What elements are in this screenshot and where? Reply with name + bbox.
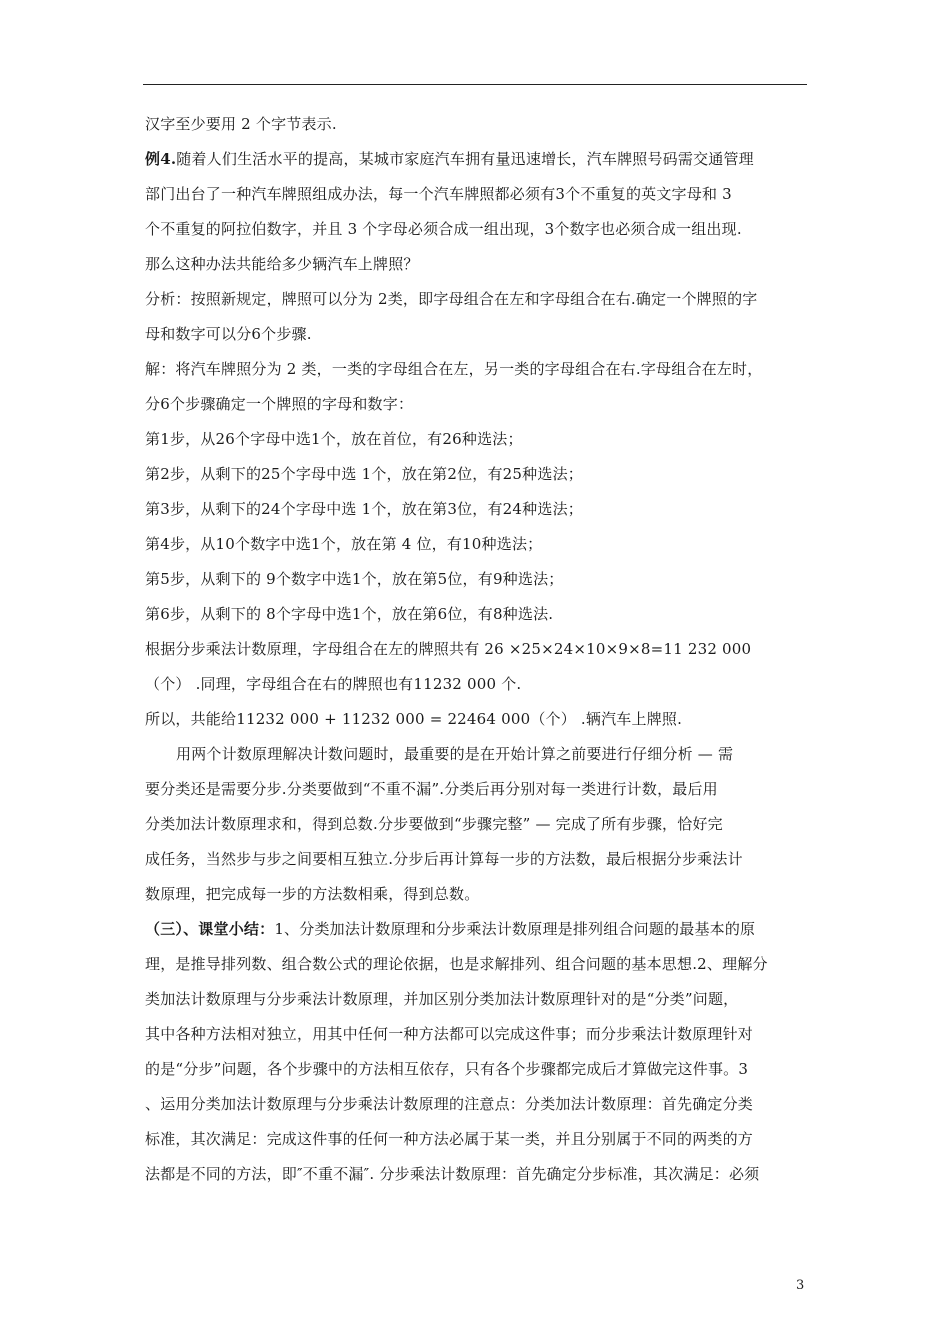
line-text: 1、分类加法计数原理和分步乘法计数原理是排列组合问题的最基本的原 xyxy=(274,920,756,938)
text-line xyxy=(145,673,807,695)
text-line xyxy=(145,113,807,135)
line-text: 第5步，从剩下的 9个数字中选1个，放在第5位，有9种选法； xyxy=(145,570,564,588)
line-text: 那么这种办法共能给多少辆汽车上牌照？ xyxy=(145,255,419,273)
text-line xyxy=(145,1093,807,1115)
line-text: 分析：按照新规定，牌照可以分为 2类，即字母组合在左和字母组合在右.确定一个牌照的字 xyxy=(145,290,758,308)
text-line xyxy=(145,533,807,555)
text-line xyxy=(145,358,807,380)
text-line xyxy=(145,253,807,275)
line-text: （个） .同理，字母组合在右的牌照也有11232 000 个. xyxy=(145,675,522,693)
line-text: 第1步，从26个字母中选1个，放在首位，有26种选法； xyxy=(145,430,523,448)
line-text: 标准，其次满足：完成这件事的任何一种方法必属于某一类，并且分别属于不同的两类的方 xyxy=(145,1130,754,1148)
line-text: 随着人们生活水平的提高，某城市家庭汽车拥有量迅速增长，汽车牌照号码需交通管理 xyxy=(176,150,754,168)
text-line xyxy=(145,1023,807,1045)
text-line xyxy=(145,568,807,590)
text-line xyxy=(145,323,807,345)
text-line xyxy=(145,743,807,765)
line-text: 第2步，从剩下的25个字母中选 1个，放在第2位，有25种选法； xyxy=(145,465,583,483)
line-text: 的是“分步”问题，各个步骤中的方法相互依存，只有各个步骤都完成后才算做完这件事。3 xyxy=(145,1060,749,1078)
line-text: 数原理，把完成每一步的方法数相乘，得到总数。 xyxy=(145,885,480,903)
bold-lead-text: （三）、课堂小结： xyxy=(145,920,275,938)
line-text: 要分类还是需要分步.分类要做到“不重不漏”.分类后再分别对每一类进行计数，最后用 xyxy=(145,780,718,798)
line-text: 母和数字可以分6个步骤. xyxy=(145,325,312,343)
line-text: 第6步，从剩下的 8个字母中选1个，放在第6位，有8种选法. xyxy=(145,605,554,623)
line-text: 第3步，从剩下的24个字母中选 1个，放在第3位，有24种选法； xyxy=(145,500,583,518)
line-text: 分6个步骤确定一个牌照的字母和数字： xyxy=(145,395,414,413)
text-line xyxy=(145,883,807,905)
text-line xyxy=(145,708,807,730)
line-text: 所以，共能给11232 000 + 11232 000 = 22464 000（个） .辆汽车上牌照. xyxy=(145,710,683,728)
line-text: 个不重复的阿拉伯数字，并且 3 个字母必须合成一组出现，3个数字也必须合成一组出现. xyxy=(145,220,742,238)
line-text: 理，是推导排列数、组合数公式的理论依据，也是求解排列、组合问题的基本思想.2、理解分 xyxy=(145,955,768,973)
text-line xyxy=(145,393,807,415)
line-text: 根据分步乘法计数原理，字母组合在左的牌照共有 26 ×25×24×10×9×8=11 232 000 xyxy=(145,640,752,658)
line-text: 第4步，从10个数字中选1个，放在第 4 位，有10种选法； xyxy=(145,535,543,553)
text-line xyxy=(145,498,807,520)
line-text: 其中各种方法相对独立，用其中任何一种方法都可以完成这件事；而分步乘法计数原理针对 xyxy=(145,1025,754,1043)
line-text: 部门出台了一种汽车牌照组成办法，每一个汽车牌照都必须有3个不重复的英文字母和 3 xyxy=(145,185,732,203)
line-text: 用两个计数原理解决计数问题时，最重要的是在开始计算之前要进行仔细分析 — 需 xyxy=(176,745,734,763)
text-line xyxy=(145,918,807,940)
text-line xyxy=(145,183,807,205)
text-line xyxy=(145,603,807,625)
line-text: 分类加法计数原理求和，得到总数.分步要做到“步骤完整” — 完成了所有步骤，恰好完 xyxy=(145,815,723,833)
page-number: 3 xyxy=(796,1278,805,1293)
text-line xyxy=(145,778,807,800)
line-text: 类加法计数原理与分步乘法计数原理，并加区别分类加法计数原理针对的是“分类”问题， xyxy=(145,990,739,1008)
line-text: 法都是不同的方法，即″不重不漏″. 分步乘法计数原理：首先确定分步标准，其次满足：必须 xyxy=(145,1165,760,1183)
text-line xyxy=(145,428,807,450)
text-line xyxy=(145,1058,807,1080)
header-rule xyxy=(143,84,807,85)
text-line xyxy=(145,813,807,835)
text-line xyxy=(145,988,807,1010)
text-line xyxy=(145,1163,807,1185)
text-line xyxy=(145,953,807,975)
text-line xyxy=(145,638,807,660)
text-line xyxy=(145,1128,807,1150)
text-line xyxy=(145,463,807,485)
text-line xyxy=(145,848,807,870)
line-text: 、运用分类加法计数原理与分步乘法计数原理的注意点：分类加法计数原理：首先确定分类 xyxy=(145,1095,754,1113)
text-line xyxy=(145,218,807,240)
text-line xyxy=(145,288,807,310)
line-text: 汉字至少要用 2 个字节表示. xyxy=(145,115,337,133)
line-text: 成任务，当然步与步之间要相互独立.分步后再计算每一步的方法数，最后根据分步乘法计 xyxy=(145,850,743,868)
line-text: 解：将汽车牌照分为 2 类，一类的字母组合在左，另一类的字母组合在右.字母组合在左时， xyxy=(145,360,763,378)
bold-lead-text: 例4. xyxy=(145,150,177,168)
text-line xyxy=(145,148,807,170)
